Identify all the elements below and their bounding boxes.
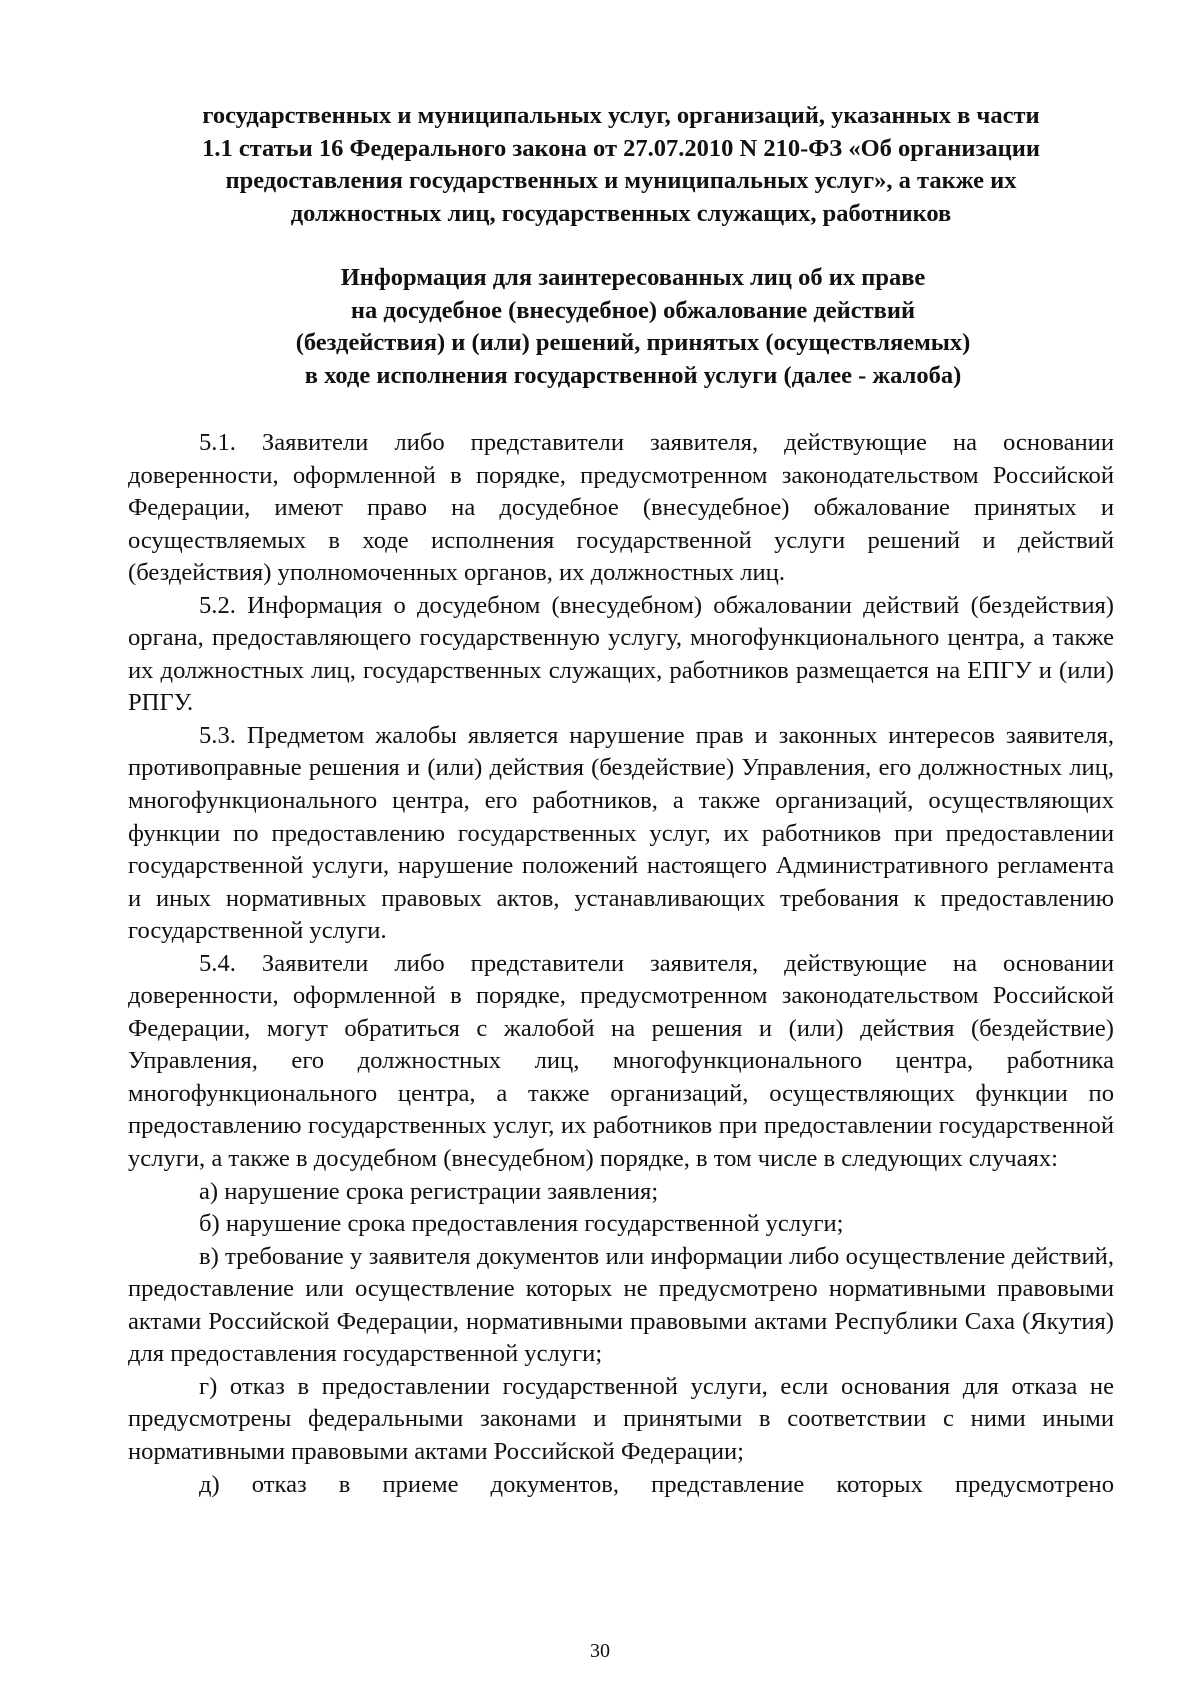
subsection-heading-line: (бездействия) и (или) решений, принятых (осуществляемых) — [295, 329, 971, 357]
subsection-heading — [240, 262, 1026, 392]
subsection-heading-line: в ходе исполнения государственной услуги (далее - жалоба) — [304, 361, 962, 389]
section-heading-line: 1.1 статьи 16 Федерального закона от 27.07.2010 N 210-ФЗ «Об организации — [202, 134, 1040, 162]
list-item-g: г) отказ в предоставлении государственной услуги, если основания для отказа не предусмотрены федеральными законами и принятыми в соответствии с ними иными нормативными правовыми актами Российской Федерации; — [128, 1372, 1114, 1465]
page-number: 30 — [590, 1640, 610, 1662]
paragraph-5-2: 5.2. Информация о досудебном (внесудебном) обжаловании действий (бездействия) органа, предоставляющего государственную услугу, многофункционального центра, а также их должностных лиц, государственных служащих, работников размещается на ЕПГУ и (или) РПГУ. — [128, 591, 1114, 717]
list-item-v: в) требование у заявителя документов или информации либо осуществление действий, предоставление или осуществление которых не предусмотрено нормативными правовыми актами Российской Федерации, нормативными правовыми актами Республики Саха (Якутия) для предоставления государственной услуги; — [128, 1242, 1114, 1368]
section-heading — [128, 100, 1114, 230]
subsection-heading-line: на досудебное (внесудебное) обжалование действий — [350, 296, 916, 324]
section-heading-line: предоставления государственных и муниципальных услуг», а также их — [225, 167, 1017, 195]
paragraph-5-1: 5.1. Заявители либо представители заявителя, действующие на основании доверенности, оформленной в порядке, предусмотренном законодательством Российской Федерации, имеют право на досудебное (внесудебное) обжалование принятых и осуществляемых в ходе исполнения государственной услуги решений и действий (бездействия) уполномоченных органов, их должностных лиц. — [128, 429, 1114, 587]
paragraph-5-4: 5.4. Заявители либо представители заявителя, действующие на основании доверенности, оформленной в порядке, предусмотренном законодательством Российской Федерации, могут обратиться с жалобой на решения и (или) действия (бездействие) Управления, его должностных лиц, многофункционального центра, работника многофункционального центра, а также организаций, осуществляющих функции по предоставлению государственных услуг, их работников при предоставлении государственной услуги, а также в досудебном (внесудебном) порядке, в том числе в следующих случаях: — [128, 949, 1114, 1173]
subsection-heading-line: Информация для заинтересованных лиц об их праве — [340, 264, 926, 291]
list-item-a: а) нарушение срока регистрации заявления; — [199, 1177, 659, 1205]
body-text — [128, 427, 1114, 1501]
section-heading-line: должностных лиц, государственных служащих, работников — [290, 199, 952, 227]
list-item-d: д) отказ в приеме документов, представление которых предусмотрено — [199, 1470, 1114, 1498]
section-heading-line: государственных и муниципальных услуг, организаций, указанных в части — [202, 102, 1040, 129]
list-item-b: б) нарушение срока предоставления государственной услуги; — [199, 1210, 844, 1238]
paragraph-5-3: 5.3. Предметом жалобы является нарушение прав и законных интересов заявителя, противоправные решения и (или) действия (бездействие) Управления, его должностных лиц, многофункционального центра, его работников, а также организаций, осуществляющих функции по предоставлению государственных услуг, их работников при предоставлении государственной услуги, нарушение положений настоящего Административного регламента и иных нормативных правовых актов, устанавливающих требования к предоставлению государственной услуги. — [128, 721, 1114, 945]
